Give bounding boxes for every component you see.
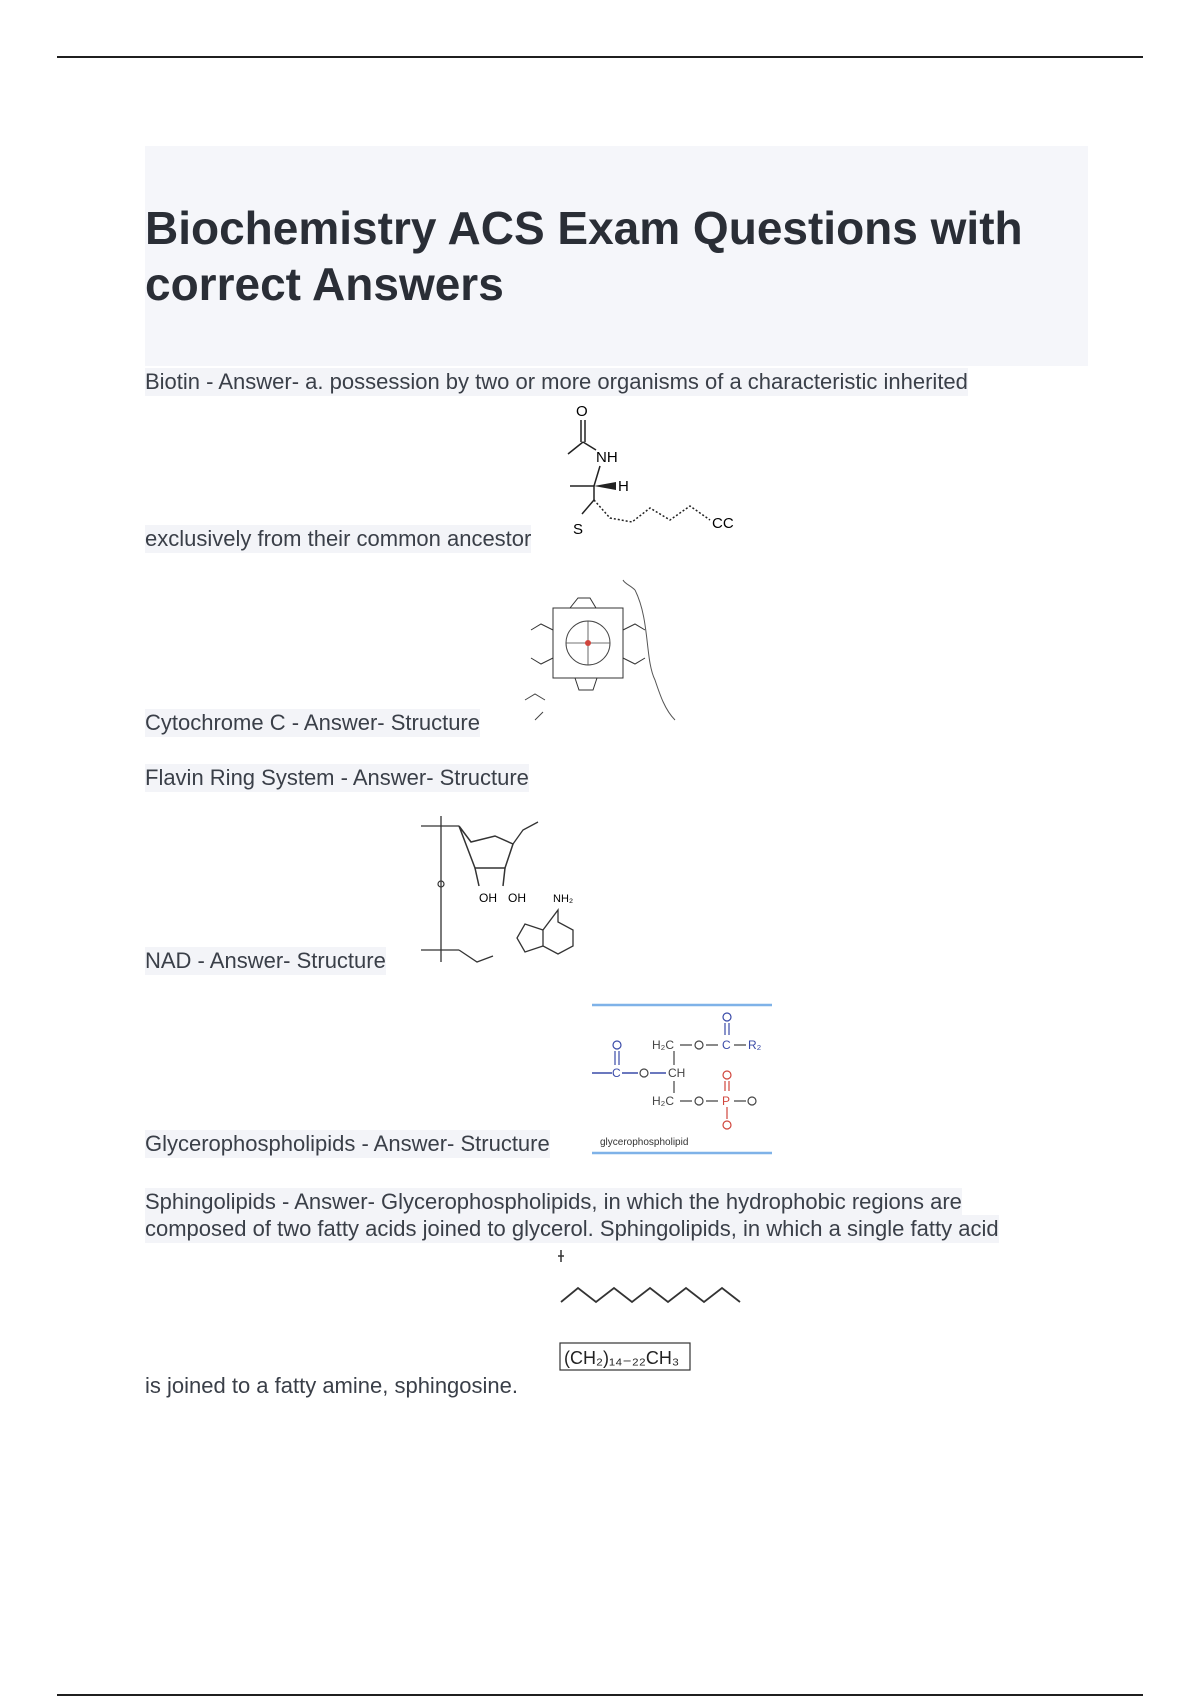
sphingo-formula: (CH₂)₁₄₋₂₂CH₃	[564, 1348, 680, 1368]
biotin-answer-line1: Biotin - Answer- a. possession by two or more organisms of a characteristic inherited	[145, 369, 968, 394]
header-rule	[57, 56, 1143, 58]
glyco-label-r2: R₂	[748, 1038, 762, 1052]
cytochrome-answer: Cytochrome C - Answer- Structure	[145, 710, 480, 735]
glycerophospholipid-structure	[588, 1003, 773, 1158]
svg-text:C: C	[722, 1038, 731, 1052]
biotin-label-h: H	[618, 478, 629, 495]
flavin-answer: Flavin Ring System - Answer- Structure	[145, 765, 529, 790]
glyco-caption: glycerophospholipid	[600, 1137, 689, 1148]
sphingolipids-answer-line1: Sphingolipids - Answer- Glycerophospholipids, in which the hydrophobic regions are	[145, 1189, 962, 1214]
sphingolipids-answer-line2: composed of two fatty acids joined to glycerol. Sphingolipids, in which a single fatty acid	[145, 1216, 999, 1241]
glyco-label-ch: CH	[668, 1066, 686, 1080]
glyco-label-h2c-bottom: H₂C	[652, 1094, 674, 1108]
biotin-label-o: O	[576, 403, 588, 420]
biotin-label-nh: NH	[596, 449, 618, 466]
document-title: Biochemistry ACS Exam Questions with correct Answers	[145, 202, 1023, 310]
footer-rule	[57, 1694, 1143, 1696]
sphingolipid-structure	[558, 1250, 748, 1375]
nad-answer: NAD - Answer- Structure	[145, 948, 386, 973]
svg-text:P: P	[722, 1094, 731, 1108]
cytochrome-structure	[515, 580, 695, 735]
nad-label-nh2: NH₂	[553, 893, 574, 905]
sphingolipids-answer-line3: is joined to a fatty amine, sphingosine.	[145, 1373, 519, 1398]
glycerophospholipids-answer: Glycerophospholipids - Answer- Structure	[145, 1131, 550, 1156]
nad-structure	[413, 812, 593, 977]
biotin-label-co: CC	[712, 515, 734, 532]
nad-label-oh1: OH	[479, 891, 497, 905]
biotin-structure	[560, 398, 760, 548]
svg-text:C: C	[612, 1066, 621, 1080]
biotin-label-s: S	[573, 521, 584, 538]
glyco-label-h2c-top: H₂C	[652, 1038, 674, 1052]
biotin-answer-line2: exclusively from their common ancestor	[145, 526, 532, 551]
nad-label-oh2: OH	[508, 891, 526, 905]
